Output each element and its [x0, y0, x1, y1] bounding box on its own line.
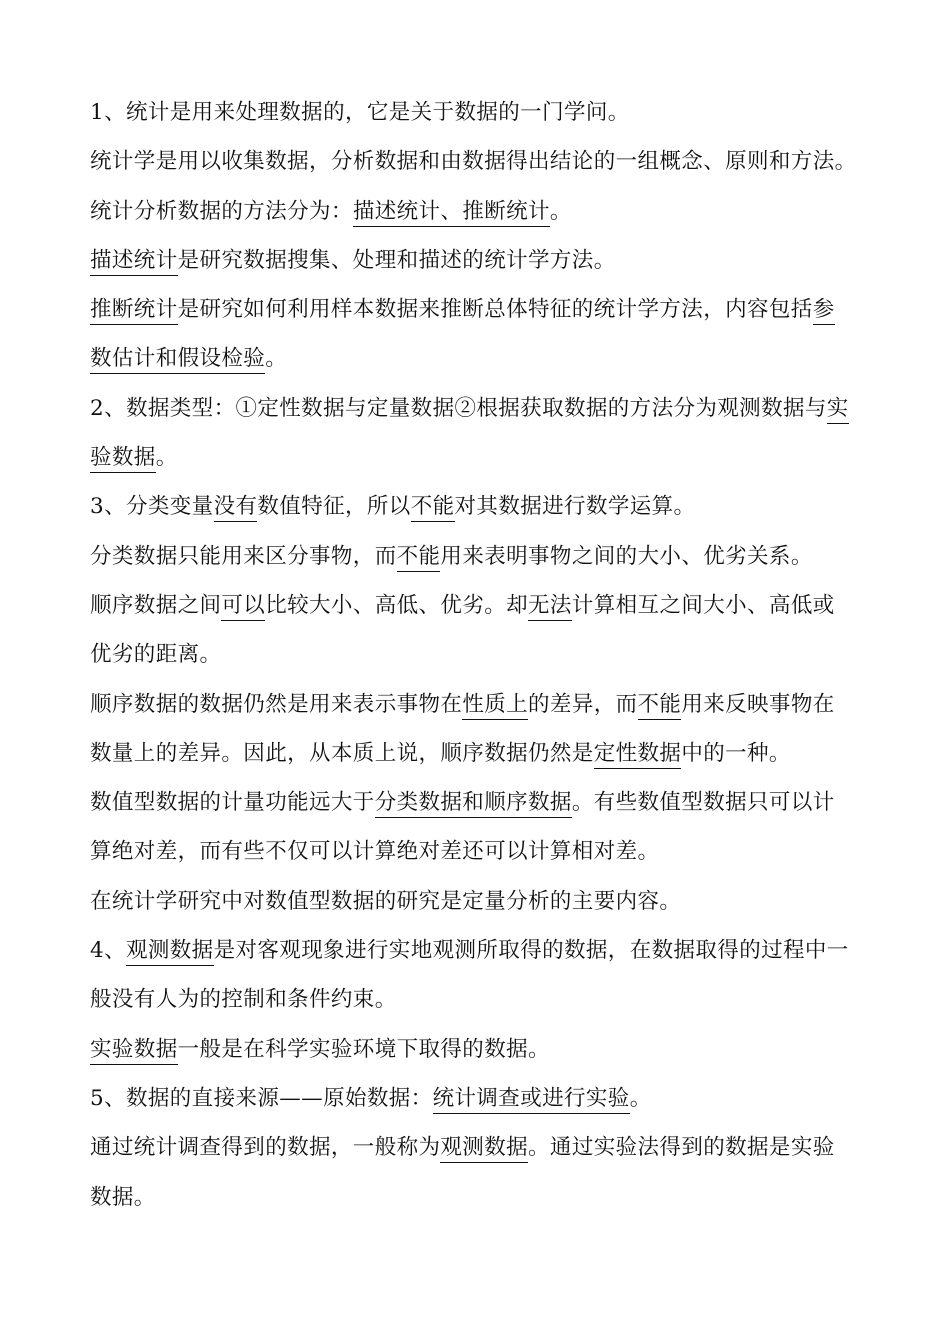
text: 中的一种。 — [681, 740, 791, 766]
text: 5、数据的直接来源——原始数据： — [90, 1085, 433, 1111]
text: 般没有人为的控制和条件约束。 — [90, 987, 397, 1013]
text-line — [90, 433, 870, 482]
text: 。 — [629, 1085, 652, 1111]
underlined-term: 分类数据和顺序数据 — [375, 790, 572, 818]
underlined-term: 定性数据 — [594, 741, 682, 769]
text-line — [90, 1173, 870, 1222]
text: 是研究如何利用样本数据来推断总体特征的统计学方法，内容包括 — [177, 297, 813, 323]
underlined-term: 观测数据 — [126, 938, 214, 966]
text: 是研究数据搜集、处理和描述的统计学方法。 — [177, 247, 616, 273]
text-line — [90, 532, 870, 581]
underlined-term: 不能 — [397, 544, 441, 572]
text-line — [90, 827, 870, 876]
underlined-term: 可以 — [221, 593, 265, 621]
text: 算绝对差，而有些不仅可以计算绝对差还可以计算相对差。 — [90, 839, 660, 865]
text: 优劣的距离。 — [90, 642, 222, 668]
text: 数量上的差异。因此，从本质上说，顺序数据仍然是 — [90, 740, 594, 766]
document-page — [90, 88, 870, 1222]
underlined-term: 实 — [827, 396, 849, 424]
text-line — [90, 334, 870, 383]
underlined-term: 实验数据 — [90, 1037, 178, 1065]
text: 。有些数值型数据只可以计 — [571, 790, 835, 816]
text: 。 — [265, 346, 288, 372]
text: 3、分类变量 — [90, 494, 214, 520]
text-line — [90, 1123, 870, 1172]
text-line — [90, 630, 870, 679]
text: 数值特征，所以 — [257, 494, 411, 520]
underlined-term: 推断统计 — [90, 297, 178, 325]
underlined-term: 没有 — [214, 494, 258, 522]
underlined-term: 描述统计、推断统计 — [353, 199, 550, 227]
text: 一般是在科学实验环境下取得的数据。 — [177, 1036, 550, 1062]
text-line — [90, 680, 870, 729]
underlined-term: 性质上 — [462, 692, 528, 720]
text: 。通过实验法得到的数据是实验 — [528, 1135, 835, 1161]
underlined-term: 统计调查或进行实验 — [433, 1086, 630, 1114]
text: 顺序数据的数据仍然是用来表示事物在 — [90, 691, 463, 717]
underlined-term: 数估计和假设检验 — [90, 346, 265, 374]
text: 是对客观现象进行实地观测所取得的数据，在数据取得的过程中一 — [213, 938, 849, 964]
text: 计算相互之间大小、高低或 — [571, 592, 835, 618]
text-line — [90, 285, 870, 334]
text: 用来表明事物之间的大小、优劣关系。 — [440, 543, 813, 569]
text: 分类数据只能用来区分事物，而 — [90, 543, 397, 569]
text-line — [90, 187, 870, 236]
text: 用来反映事物在 — [681, 691, 835, 717]
text: 1、统计是用来处理数据的，它是关于数据的一门学问。 — [90, 100, 630, 125]
text: 比较大小、高低、优劣。却 — [265, 592, 529, 618]
text-line — [90, 1025, 870, 1074]
text: 顺序数据之间 — [90, 592, 222, 618]
text-line — [90, 384, 870, 433]
text-line — [90, 137, 870, 186]
underlined-term: 描述统计 — [90, 248, 178, 276]
text-line — [90, 88, 870, 137]
text-line — [90, 975, 870, 1024]
underlined-term: 参 — [813, 297, 835, 325]
underlined-term: 验数据 — [90, 445, 156, 473]
underlined-term: 无法 — [528, 593, 572, 621]
underlined-term: 不能 — [638, 692, 682, 720]
text: 。 — [549, 198, 572, 224]
text-line — [90, 877, 870, 926]
text-line — [90, 482, 870, 531]
underlined-term: 观测数据 — [440, 1135, 528, 1163]
text: 的差异，而 — [528, 691, 638, 717]
text: 数值型数据的计量功能远大于 — [90, 790, 375, 816]
text-line — [90, 581, 870, 630]
text-line — [90, 926, 870, 975]
text-line — [90, 729, 870, 778]
text: 4、 — [90, 938, 126, 964]
text: 对其数据进行数学运算。 — [454, 494, 696, 520]
text: 在统计学研究中对数值型数据的研究是定量分析的主要内容。 — [90, 888, 682, 914]
text-line — [90, 1074, 870, 1123]
text-line — [90, 778, 870, 827]
text: 统计学是用以收集数据，分析数据和由数据得出结论的一组概念、原则和方法。 — [90, 149, 857, 175]
text: 通过统计调查得到的数据，一般称为 — [90, 1135, 441, 1161]
text-line — [90, 236, 870, 285]
text: 统计分析数据的方法分为： — [90, 198, 353, 224]
text: 。 — [155, 445, 178, 471]
underlined-term: 不能 — [411, 494, 455, 522]
text: 数据。 — [90, 1184, 156, 1210]
text: 2、数据类型：①定性数据与定量数据②根据获取数据的方法分为观测数据与 — [90, 395, 827, 421]
